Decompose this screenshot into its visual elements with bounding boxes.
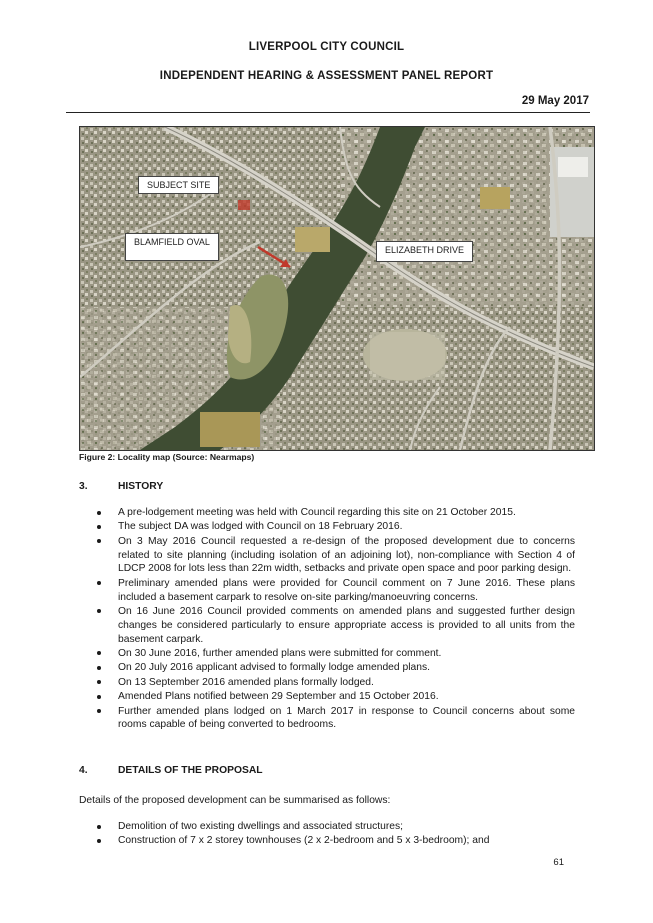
report-date: 29 May 2017: [521, 95, 589, 107]
list-item: A pre-lodgement meeting was held with Council regarding this site on 21 October 2015.: [97, 506, 575, 520]
bullet-icon: [97, 525, 101, 529]
list-item: Construction of 7 x 2 storey townhouses (2 x 2-bedroom and 5 x 3-bedroom); and: [97, 834, 575, 848]
section-title: DETAILS OF THE PROPOSAL: [118, 765, 263, 776]
list-item: On 3 May 2016 Council requested a re-design of the proposed development due to concerns related to site planning (including isolation of an adjoining lot), non-compliance with Section 4 of LDCP 2008 for lots less than 22m width, setbacks and private open space and poor parking design.: [97, 535, 575, 576]
list-item: Further amended plans lodged on 1 March 2017 in response to Council concerns about some rooms capable of being converted to bedrooms.: [97, 705, 575, 733]
header-divider: [66, 112, 590, 113]
figure-caption: Figure 2: Locality map (Source: Nearmaps): [79, 452, 255, 462]
section-number: 4.: [79, 765, 88, 776]
list-item: Preliminary amended plans were provided for Council comment on 7 June 2016. These plans included a basement carpark to resolve on-site parking/manoeuvring concerns.: [97, 577, 575, 605]
list-item: Amended Plans notified between 29 September and 15 October 2016.: [97, 690, 575, 704]
bullet-icon: [97, 651, 101, 655]
list-item: Demolition of two existing dwellings and associated structures;: [97, 820, 575, 834]
page-number: 61: [553, 857, 564, 868]
list-item: On 20 July 2016 applicant advised to formally lodge amended plans.: [97, 661, 575, 675]
oval-label: BLAMFIELD OVAL: [125, 233, 219, 261]
bullet-icon: [97, 581, 101, 585]
subject-site-label: SUBJECT SITE: [138, 176, 219, 194]
bullet-icon: [97, 539, 101, 543]
bullet-icon: [97, 825, 101, 829]
bullet-icon: [97, 680, 101, 684]
bullet-icon: [97, 695, 101, 699]
road-label: ELIZABETH DRIVE: [376, 241, 473, 262]
bullet-icon: [97, 609, 101, 613]
list-item: On 16 June 2016 Council provided comments on amended plans and suggested further design changes be considered particularly to ensure appropriate access is provided to all units from the basement carpark.: [97, 605, 575, 646]
bullet-icon: [97, 839, 101, 843]
proposal-list: [97, 820, 575, 849]
locality-map: [79, 126, 595, 451]
section-number: 3.: [79, 481, 88, 492]
bullet-icon: [97, 709, 101, 713]
proposal-intro: Details of the proposed development can be summarised as follows:: [79, 795, 391, 806]
bullet-icon: [97, 666, 101, 670]
report-title: INDEPENDENT HEARING & ASSESSMENT PANEL REPORT: [159, 70, 494, 82]
section-title: HISTORY: [118, 481, 164, 492]
council-name: LIVERPOOL CITY COUNCIL: [248, 41, 405, 53]
history-list: [97, 506, 575, 733]
list-item: On 30 June 2016, further amended plans were submitted for comment.: [97, 647, 575, 661]
bullet-icon: [97, 511, 101, 515]
list-item: The subject DA was lodged with Council on 18 February 2016.: [97, 520, 575, 534]
list-item: On 13 September 2016 amended plans formally lodged.: [97, 676, 575, 690]
subject-site-marker: [238, 200, 250, 210]
